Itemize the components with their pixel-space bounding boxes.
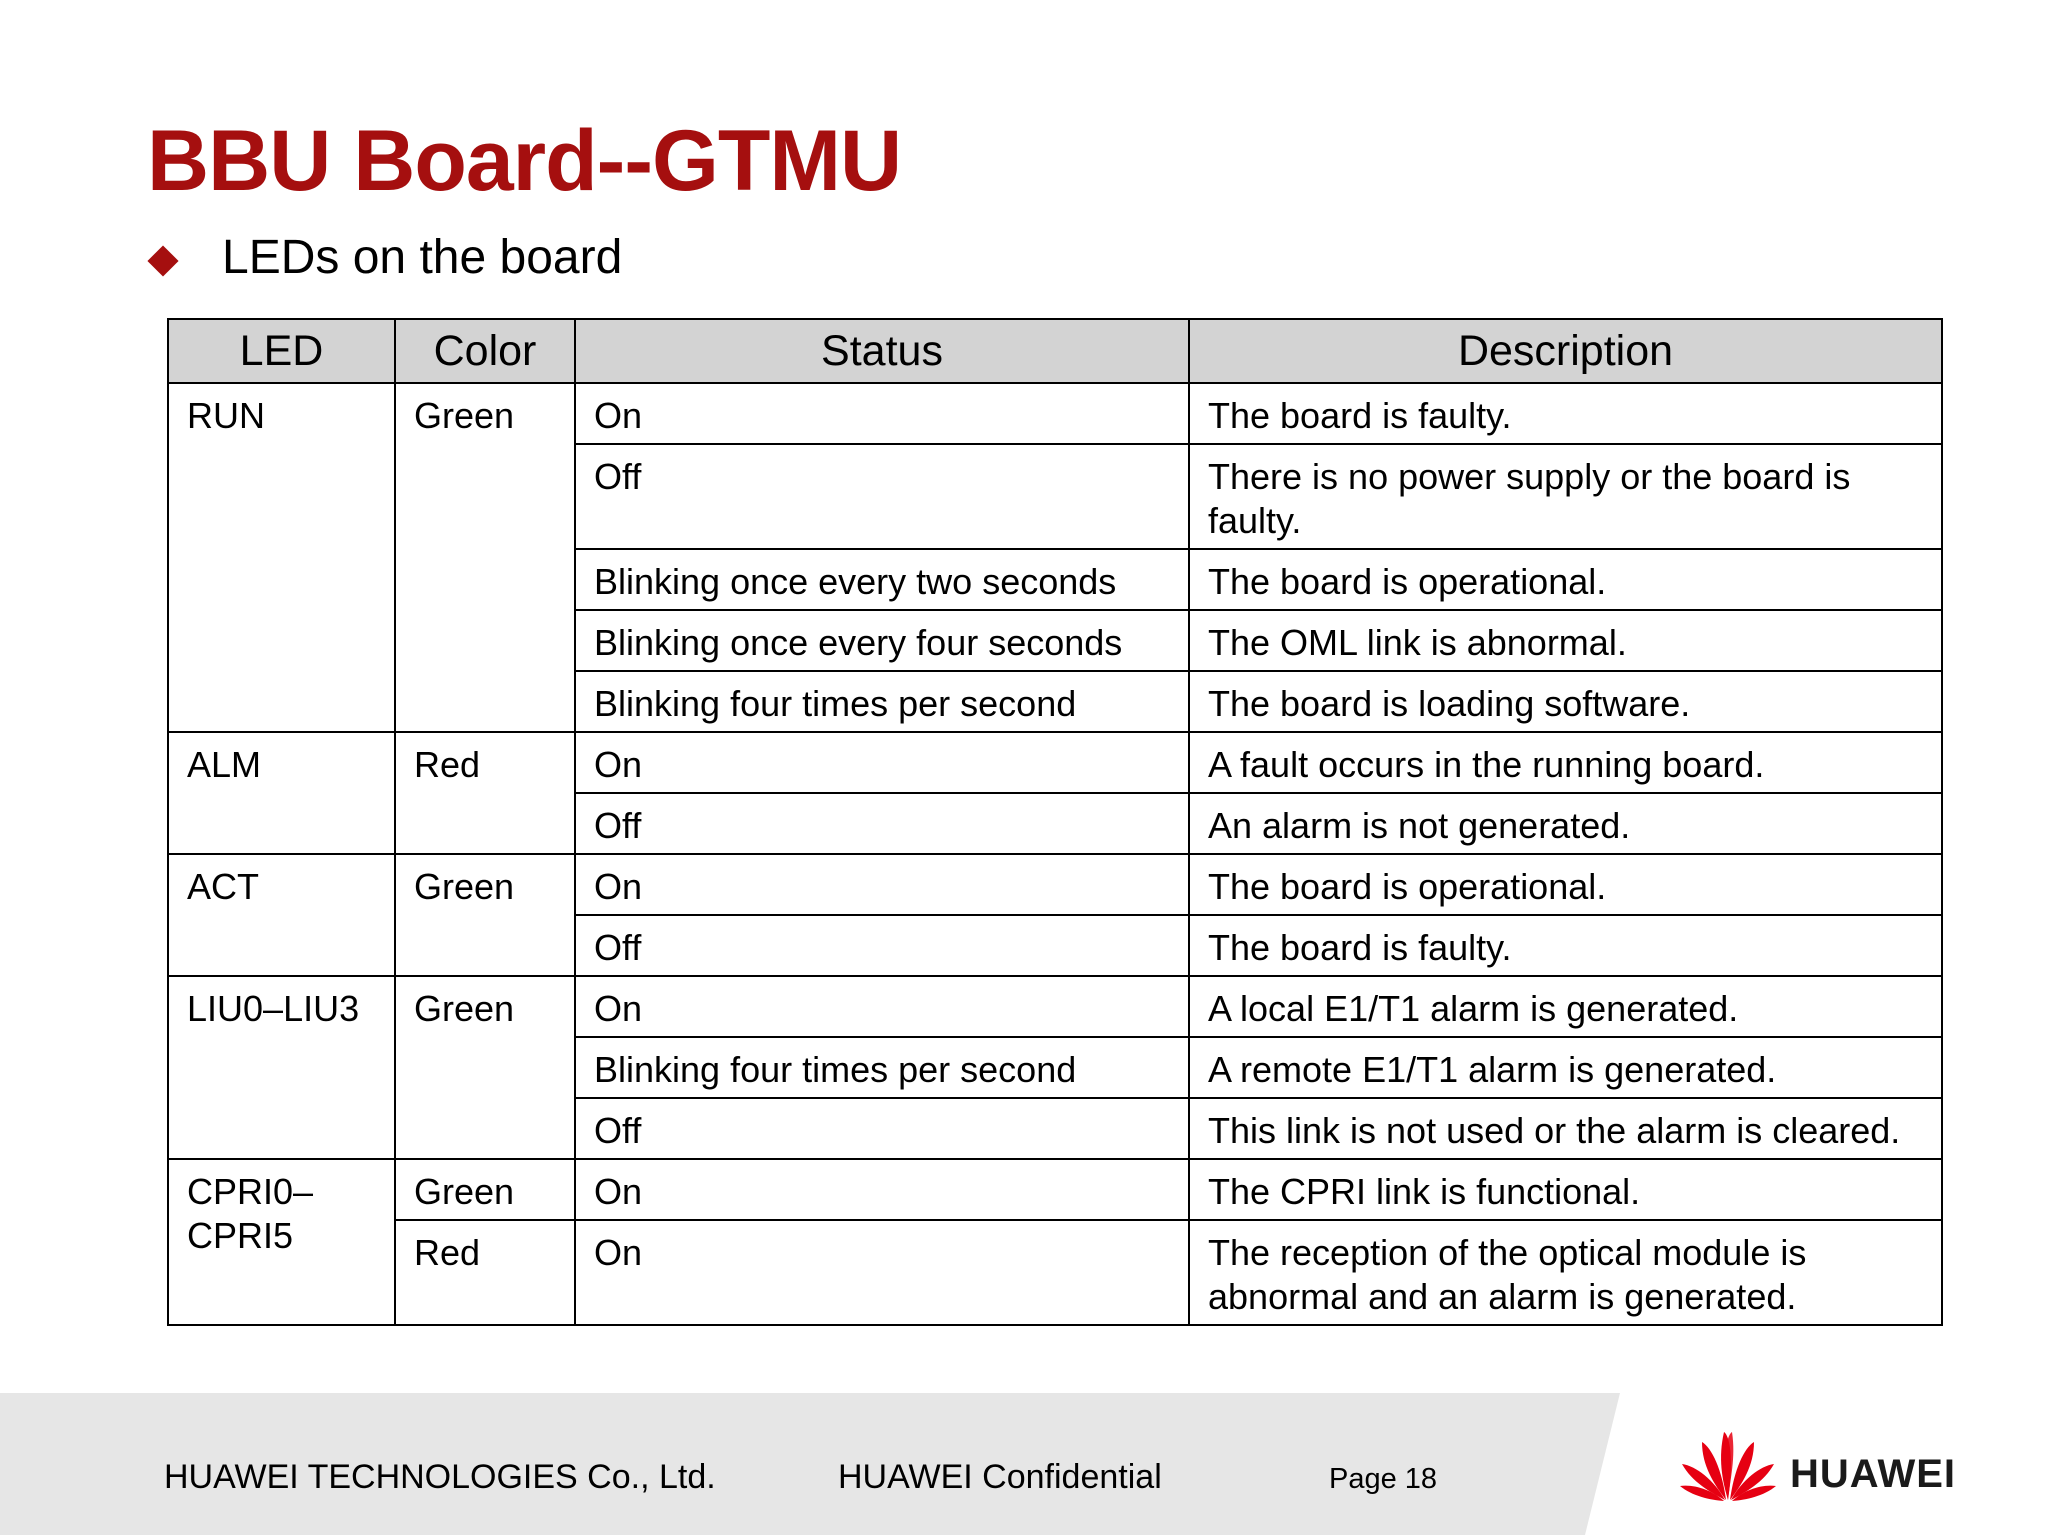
status-cell: Blinking once every four seconds <box>575 610 1189 671</box>
color-cell: Red <box>395 732 575 854</box>
table-row <box>168 1159 1942 1220</box>
huawei-petal-logo-icon <box>1678 1430 1778 1502</box>
table-row <box>168 854 1942 915</box>
status-cell: Off <box>575 915 1189 976</box>
bullet-text: LEDs on the board <box>222 231 623 284</box>
description-cell: The CPRI link is functional. <box>1189 1159 1942 1220</box>
status-cell: On <box>575 976 1189 1037</box>
description-cell: This link is not used or the alarm is cleared. <box>1189 1098 1942 1159</box>
description-cell: A fault occurs in the running board. <box>1189 732 1942 793</box>
description-cell: There is no power supply or the board is faulty. <box>1189 444 1942 549</box>
status-cell: On <box>575 1159 1189 1220</box>
led-table <box>167 318 1943 1326</box>
description-cell: The board is operational. <box>1189 549 1942 610</box>
description-cell: The board is faulty. <box>1189 915 1942 976</box>
description-cell: The board is operational. <box>1189 854 1942 915</box>
status-cell: On <box>575 732 1189 793</box>
header-description: Description <box>1189 319 1942 383</box>
color-cell: Green <box>395 854 575 976</box>
status-cell: On <box>575 383 1189 444</box>
led-cell: ALM <box>168 732 395 854</box>
description-cell: An alarm is not generated. <box>1189 793 1942 854</box>
description-cell: A local E1/T1 alarm is generated. <box>1189 976 1942 1037</box>
description-cell: The board is loading software. <box>1189 671 1942 732</box>
color-cell: Green <box>395 1159 575 1220</box>
status-cell: Blinking four times per second <box>575 1037 1189 1098</box>
status-cell: Off <box>575 444 1189 549</box>
status-cell: Off <box>575 1098 1189 1159</box>
color-cell: Red <box>395 1220 575 1325</box>
status-cell: On <box>575 854 1189 915</box>
footer-confidential: HUAWEI Confidential <box>838 1458 1162 1496</box>
color-cell: Green <box>395 976 575 1159</box>
header-color: Color <box>395 319 575 383</box>
description-cell: The reception of the optical module is abnormal and an alarm is generated. <box>1189 1220 1942 1325</box>
led-cell: CPRI0–CPRI5 <box>168 1159 395 1325</box>
diamond-bullet-icon <box>147 245 178 276</box>
table-row <box>168 976 1942 1037</box>
footer-company: HUAWEI TECHNOLOGIES Co., Ltd. <box>164 1458 716 1496</box>
led-cell: LIU0–LIU3 <box>168 976 395 1159</box>
status-cell: Off <box>575 793 1189 854</box>
table-row <box>168 732 1942 793</box>
led-cell: RUN <box>168 383 395 732</box>
status-cell: On <box>575 1220 1189 1325</box>
led-cell: ACT <box>168 854 395 976</box>
status-cell: Blinking four times per second <box>575 671 1189 732</box>
color-cell: Green <box>395 383 575 732</box>
header-led: LED <box>168 319 395 383</box>
bullet-item <box>152 231 623 284</box>
table-row <box>168 383 1942 444</box>
status-cell: Blinking once every two seconds <box>575 549 1189 610</box>
huawei-logo-text: HUAWEI <box>1790 1452 1956 1496</box>
description-cell: A remote E1/T1 alarm is generated. <box>1189 1037 1942 1098</box>
slide-title: BBU Board--GTMU <box>147 113 902 209</box>
table-row <box>168 1220 1942 1325</box>
description-cell: The OML link is abnormal. <box>1189 610 1942 671</box>
description-cell: The board is faulty. <box>1189 383 1942 444</box>
page-number: Page 18 <box>1329 1463 1438 1495</box>
header-status: Status <box>575 319 1189 383</box>
table-header-row <box>168 319 1942 383</box>
